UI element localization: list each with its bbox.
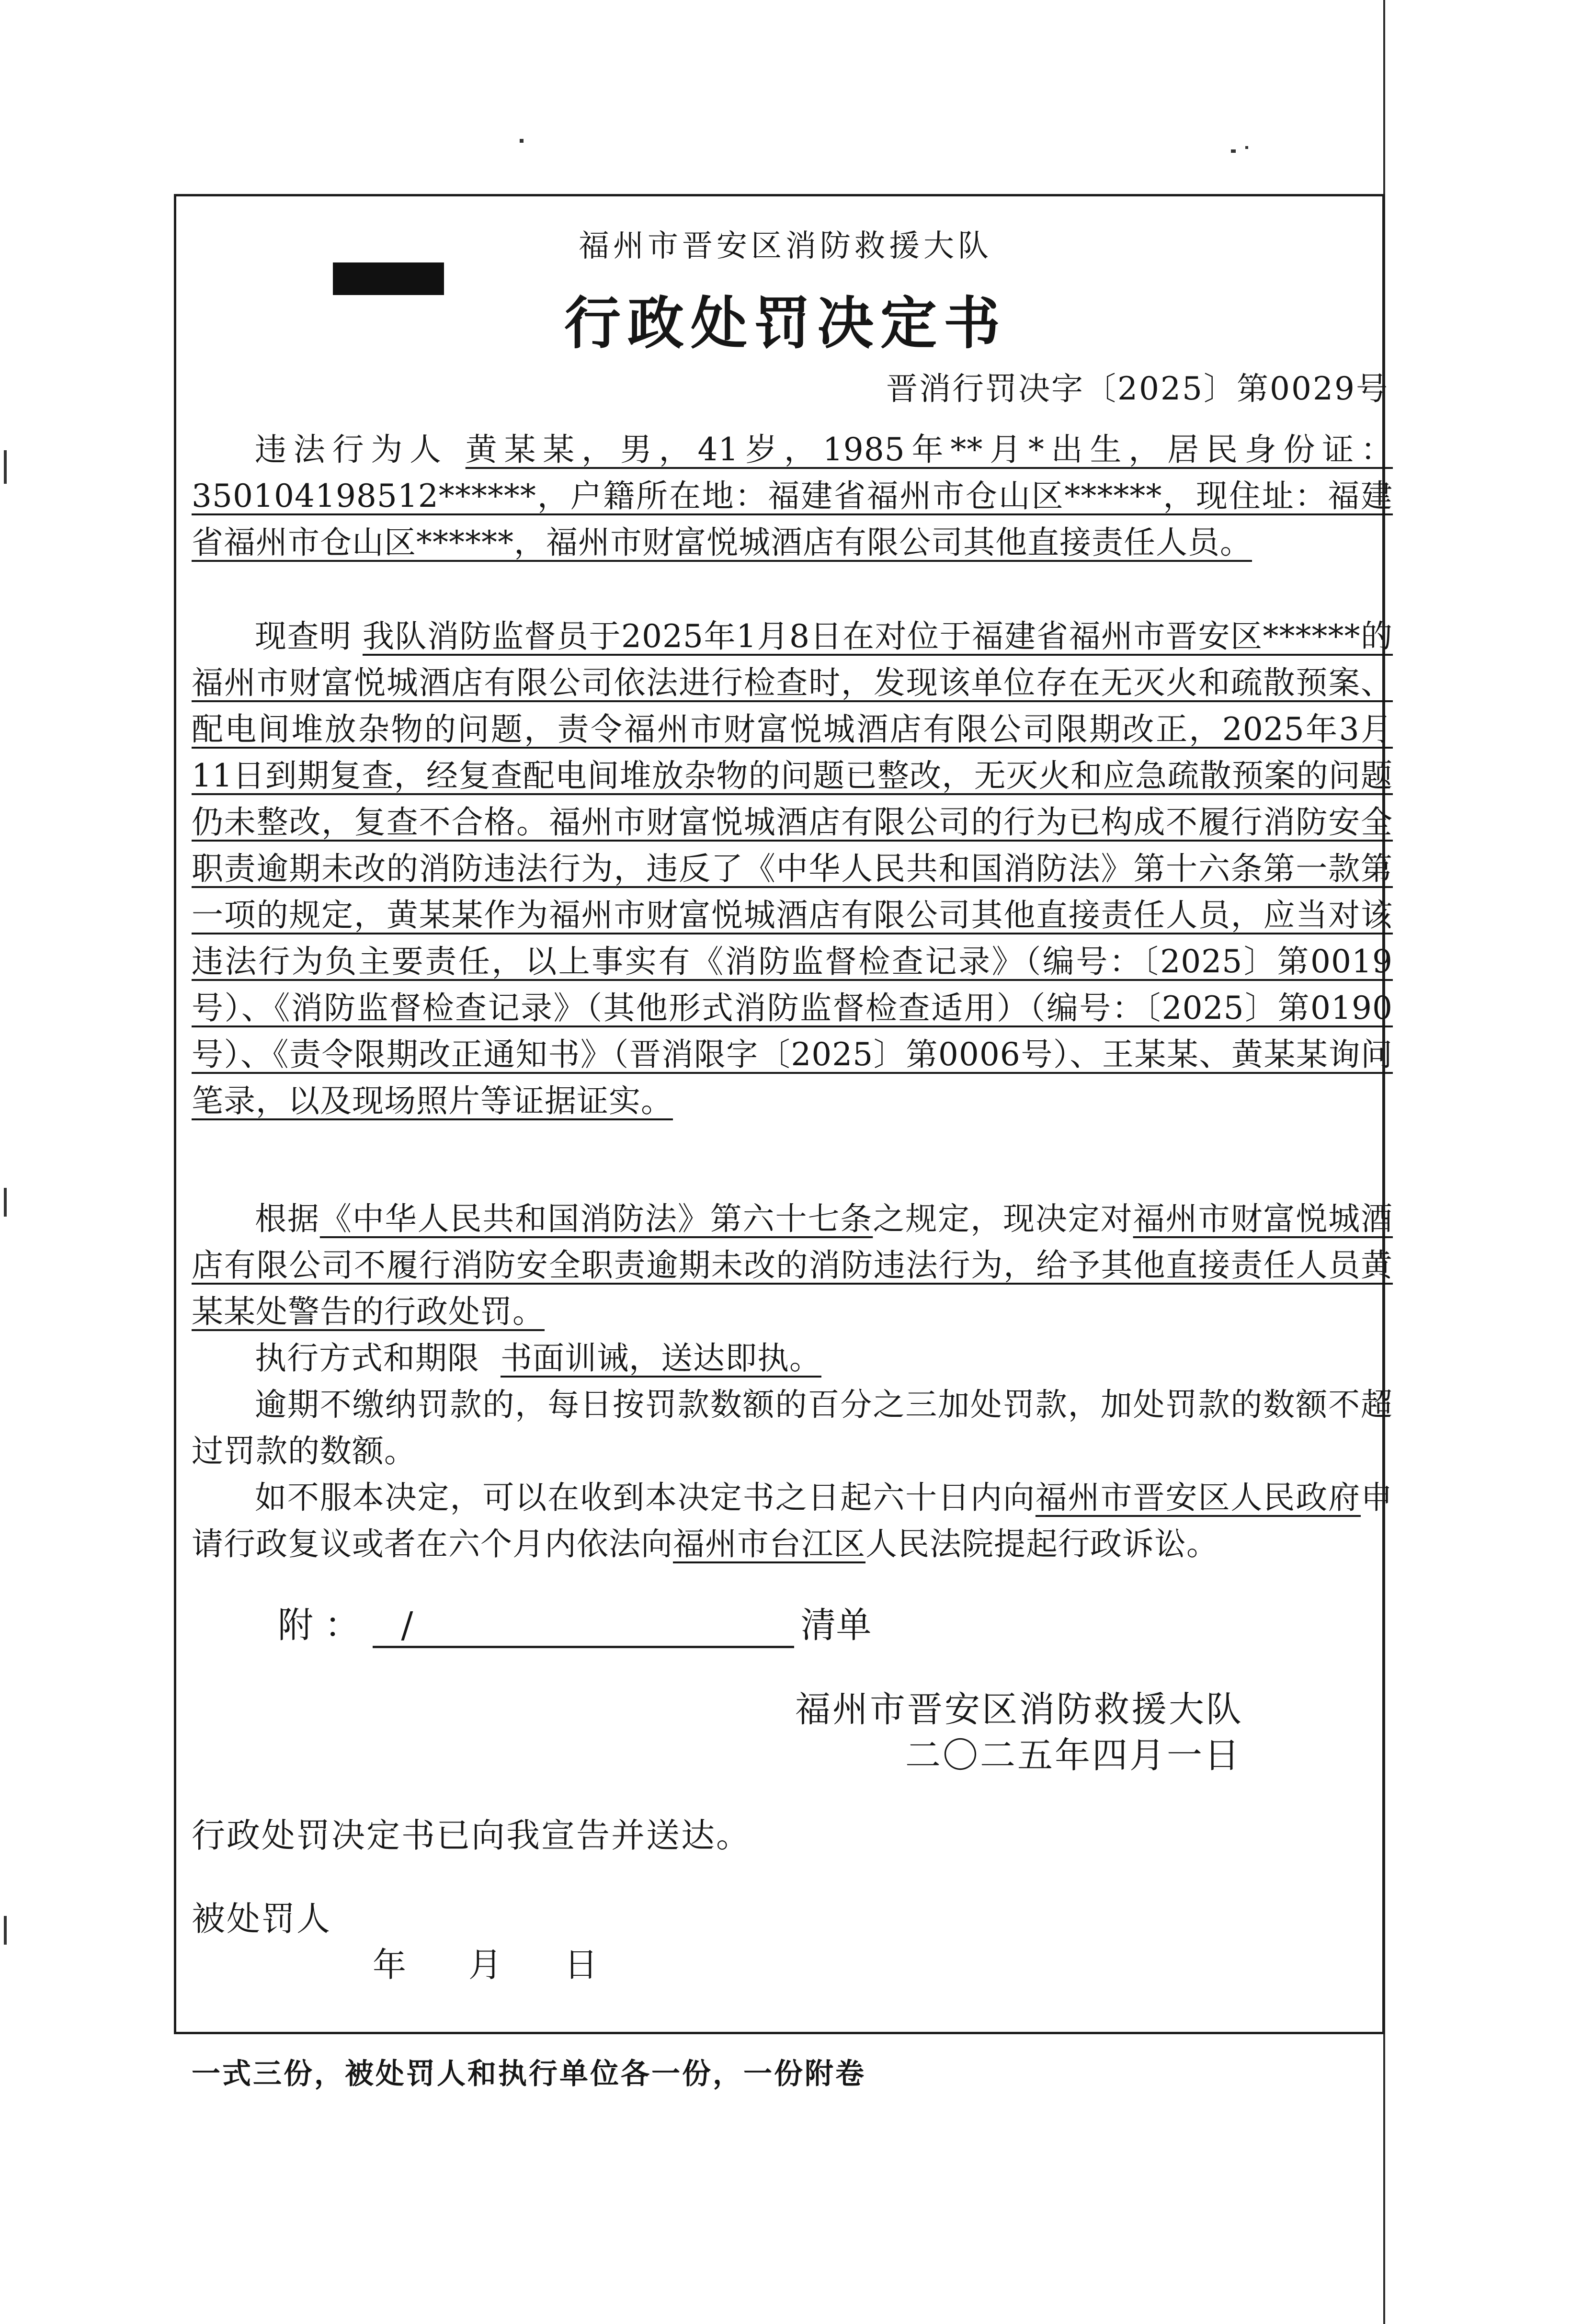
appeal-text-2: 申请行政复议或者在六个月内依法向 (192, 1479, 1393, 1562)
scan-speck (4, 1188, 7, 1217)
acknowledgement-text: 行政处罚决定书已向我宣告并送达。 (192, 1816, 751, 1855)
appeal-paragraph (192, 1474, 1393, 1567)
attachment-label: 附 ： (278, 1605, 360, 1646)
scan-speck (520, 139, 524, 143)
late-fee-paragraph: 逾期不缴纳罚款的，每日按罚款数额的百分之三加处罚款，加处罚款的数额不超过罚款的数额。 (192, 1386, 1393, 1470)
year-label: 年 (373, 1945, 406, 1984)
issuing-agency: 福州市晋安区消防救援大队 (579, 228, 992, 264)
basis-law: 《中华人民共和国消防法》第六十七条 (319, 1200, 873, 1237)
document-number: 晋消行罚决字〔2025〕第0029号 (886, 370, 1389, 407)
execution-value: 书面训诫，送达即执。 (500, 1340, 821, 1377)
execution-label: 执行方式和期限 (255, 1340, 479, 1377)
signature-agency: 福州市晋安区消防救援大队 (795, 1689, 1243, 1730)
violator-paragraph (192, 426, 1393, 566)
attachment-value: / (373, 1605, 794, 1648)
scan-speck (1245, 146, 1248, 149)
copies-note: 一式三份，被处罚人和执行单位各一份，一份附卷 (192, 2057, 866, 2091)
facts-label: 现查明 (255, 618, 352, 655)
facts-paragraph (192, 613, 1393, 1124)
recipient-label: 被处罚人 (192, 1899, 331, 1938)
month-label: 月 (468, 1945, 502, 1984)
scan-speck (4, 450, 7, 484)
appeal-text-1: 如不服本决定，可以在收到本决定书之日起六十日内向 (255, 1479, 1036, 1516)
facts-details: 我队消防监督员于2025年1月8日在对位于福建省福州市晋安区******的福州市财富悦城酒店有限公司依法进行检查时，发现该单位存在无灭火和疏散预案、配电间堆放杂物的问题，责令福州市财富悦城酒店有限公司限期改正，2025年3月11日到期复查，经复查配电间堆放杂物的问题已整改，无灭火和应急疏散预案的问题仍未整改，复查不合格。福州市财富悦城酒店有限公司的行为已构成不履行消防安全职责逾期未改的消防违法行为，违反了《中华人民共和国消防法》第十六条第一款第一项的规定，黄某某作为福州市财富悦城酒店有限公司其他直接责任人员，应当对该违法行为负主要责任，以上事实有《消防监督检查记录》（编号：〔2025〕第0019号）、《消防监督检查记录》（其他形式消防监督检查适用）（编号：〔2025〕第0190号）、《责令限期改正通知书》（晋消限字〔2025〕第0006号）、王某某、黄某某询问笔录，以及现场照片等证据证实。 (192, 618, 1393, 1119)
basis-middle: 之规定，现决定对 (873, 1200, 1133, 1237)
execution-paragraph (192, 1335, 1393, 1381)
recipient-date (373, 1938, 660, 1986)
scan-speck (1231, 149, 1236, 153)
attachment-suffix: 清单 (800, 1605, 872, 1646)
day-label: 日 (564, 1945, 598, 1984)
violator-details: 黄某某，男，41岁，1985年**月*出生，居民身份证：350104198512******，户籍所在地：福建省福州市仓山区******，现住址：福建省福州市仓山区******，福州市财富悦城酒店有限公司其他直接责任人员。 (192, 431, 1393, 561)
appeal-court: 福州市台江区 (673, 1526, 865, 1562)
appeal-text-3: 人民法院提起行政诉讼。 (865, 1526, 1218, 1562)
violator-label: 违法行为人 (255, 431, 448, 468)
legal-basis-paragraph (192, 1196, 1393, 1335)
appeal-government: 福州市晋安区人民政府 (1035, 1479, 1361, 1516)
basis-prefix: 根据 (255, 1200, 320, 1237)
document-title: 行政处罚决定书 (564, 290, 1007, 356)
signature-date: 二〇二五年四月一日 (905, 1735, 1241, 1776)
attachment-line (278, 1597, 872, 1648)
scan-speck (4, 1916, 7, 1945)
basis-decision: 福州市财富悦城酒店有限公司不履行消防安全职责逾期未改的消防违法行为，给予其他直接责任人员黄某某处警告的行政处罚。 (192, 1200, 1393, 1330)
